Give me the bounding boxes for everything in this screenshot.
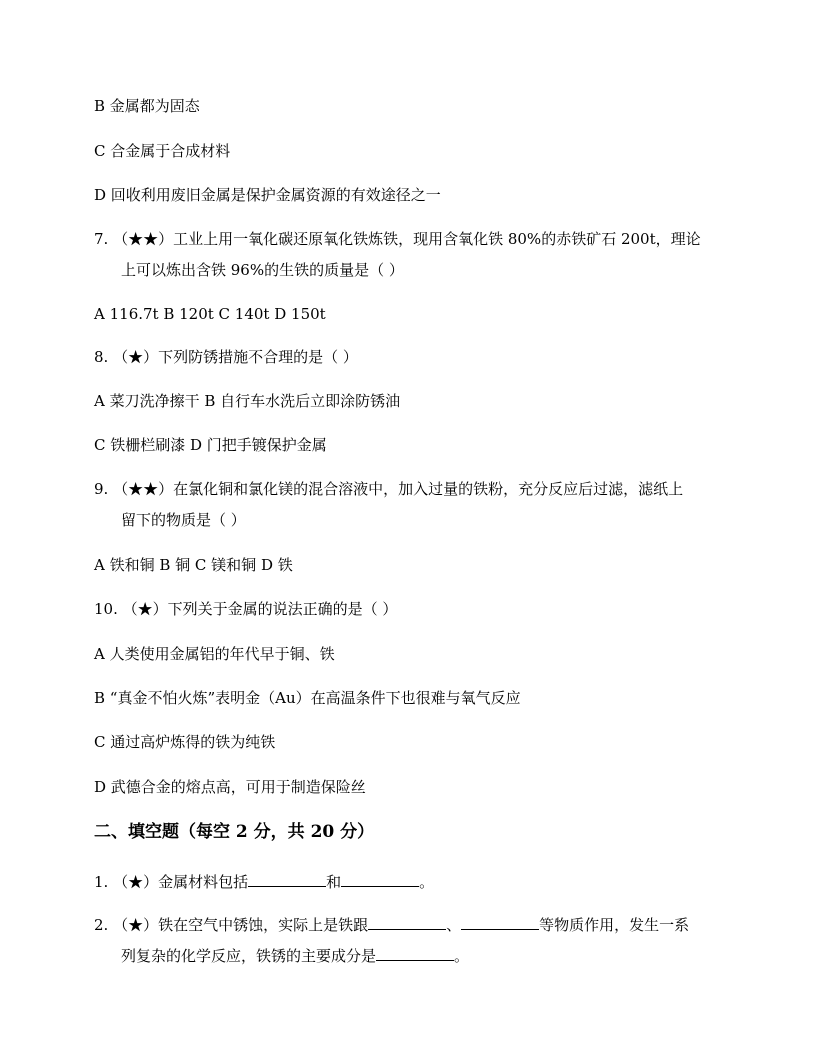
question-8-options-ab: A 菜刀洗净擦干 B 自行车水洗后立即涂防锈油 [94, 392, 401, 410]
fill-1-text-c: 。 [419, 873, 435, 891]
section-heading-fill-in: 二、填空题（每空 2 分，共 20 分） [94, 822, 375, 842]
question-9-stem-continued: 留下的物质是（ ） [121, 511, 246, 529]
option-c-q6: C 合金属于合成材料 [94, 142, 231, 160]
fill-question-1 [94, 871, 434, 893]
fill-2-text-b: 、 [446, 916, 462, 934]
fill-1-text-b: 和 [326, 873, 342, 891]
question-7-options: A 116.7t B 120t C 140t D 150t [94, 305, 326, 323]
fill-question-2-continued [121, 945, 469, 967]
question-10-option-c: C 通过高炉炼得的铁为纯铁 [94, 733, 276, 751]
question-10-option-b: B “真金不怕火炼”表明金（Au）在高温条件下也很难与氧气反应 [94, 689, 521, 707]
option-b-q6: B 金属都为固态 [94, 97, 200, 115]
question-8-stem: 8. （★）下列防锈措施不合理的是（ ） [94, 348, 358, 366]
fill-1-text-a: 1. （★）金属材料包括 [94, 873, 249, 891]
fill-2-text-e: 。 [454, 947, 470, 965]
question-7-stem: 7. （★★）工业上用一氧化碳还原氧化铁炼铁，现用含氧化铁 80%的赤铁矿石 200t，理论 [94, 230, 701, 248]
answer-blank[interactable] [461, 914, 539, 930]
question-9-options: A 铁和铜 B 铜 C 镁和铜 D 铁 [94, 556, 293, 574]
answer-blank[interactable] [248, 871, 326, 887]
fill-question-2 [94, 914, 689, 936]
question-9-stem: 9. （★★）在氯化铜和氯化镁的混合溶液中，加入过量的铁粉，充分反应后过滤，滤纸上 [94, 480, 684, 498]
fill-2-text-c: 等物质作用，发生一系 [539, 916, 690, 934]
answer-blank[interactable] [341, 871, 419, 887]
question-10-stem: 10. （★）下列关于金属的说法正确的是（ ） [94, 600, 398, 618]
answer-blank[interactable] [368, 914, 446, 930]
question-7-stem-continued: 上可以炼出含铁 96%的生铁的质量是（ ） [121, 261, 404, 279]
fill-2-text-a: 2. （★）铁在空气中锈蚀，实际上是铁跟 [94, 916, 369, 934]
fill-2-text-d: 列复杂的化学反应，铁锈的主要成分是 [121, 947, 377, 965]
question-10-option-d: D 武德合金的熔点高，可用于制造保险丝 [94, 778, 366, 796]
answer-blank[interactable] [376, 945, 454, 961]
question-10-option-a: A 人类使用金属铝的年代早于铜、铁 [94, 645, 335, 663]
option-d-q6: D 回收利用废旧金属是保护金属资源的有效途径之一 [94, 186, 441, 204]
question-8-options-cd: C 铁栅栏刷漆 D 门把手镀保护金属 [94, 436, 327, 454]
